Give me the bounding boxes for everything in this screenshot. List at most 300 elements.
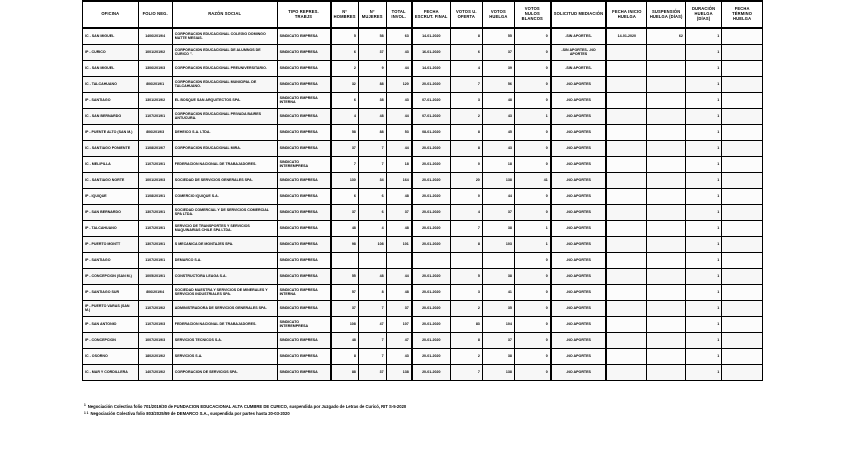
cell-total-involucrados: 138 <box>386 364 412 380</box>
cell-tipo-representacion: SINDICATO EMPRESA <box>277 44 330 60</box>
cell-solicitud-mediacion: -SIN APORTES- <box>551 60 607 76</box>
cell-duracion-huelga: 1 <box>685 236 721 252</box>
cell-total-involucrados: 18 <box>386 156 412 172</box>
cell-oficina: IP - SANTIAGO <box>83 252 139 268</box>
footnote-text: Negociación Colectiva folio 803/2025/59 de DEMARCO S.A., suspendida por partes hasta 20-03-2020 <box>90 411 290 417</box>
col-header-suspension-huelga: SUSPENSIÓN HUELGA (DÍAS) <box>647 1 685 28</box>
cell-fecha-termino-huelga <box>722 76 763 92</box>
cell-votos-nulos-blancos: 0 <box>514 60 550 76</box>
cell-total-involucrados: 44 <box>386 60 412 76</box>
col-header-fecha-termino-huelga: FECHA TÉRMINO HUELGA <box>722 1 763 28</box>
cell-hombres: 55 <box>331 268 359 284</box>
cell-suspension-huelga <box>647 348 685 364</box>
cell-votos-nulos-blancos: 0 <box>514 284 550 300</box>
cell-solicitud-mediacion: -SIN APORTES- <box>551 28 607 44</box>
cell-votos-huelga: 48 <box>482 92 514 108</box>
cell-folio: 806/2019/1 <box>138 76 172 92</box>
cell-tipo-representacion: SINDICATO EMPRESA <box>277 76 330 92</box>
cell-folio: 1107/2019/1 <box>138 220 172 236</box>
cell-total-involucrados: 43 <box>386 348 412 364</box>
table-row[interactable] <box>83 156 763 172</box>
cell-solicitud-mediacion: -NO APORTES <box>551 220 607 236</box>
cell-razon-social: CORPORACION EDUCACIONAL PREUNIVERSITARIO. <box>172 60 277 76</box>
cell-votos-nulos-blancos: 0 <box>514 188 550 204</box>
cell-duracion-huelga: 1 <box>685 332 721 348</box>
cell-duracion-huelga: 1 <box>685 140 721 156</box>
cell-fecha-escrutinio: 08-01-2020 <box>412 124 450 140</box>
cell-fecha-termino-huelga <box>722 316 763 332</box>
cell-folio: 1802/2019/2 <box>138 348 172 364</box>
cell-hombres: 57 <box>331 284 359 300</box>
table-row[interactable] <box>83 284 763 300</box>
cell-oficina: IP - PUERTO VARAS (SAN M.) <box>83 300 139 316</box>
cell-razon-social: EL BOSQUE SAN ARQUITECTOS SPA. <box>172 92 277 108</box>
cell-razon-social: S MECANICA DE MONTAJES SPA. <box>172 236 277 252</box>
cell-mujeres: 38 <box>358 92 386 108</box>
cell-votos-ultima-oferta: 4 <box>450 60 482 76</box>
cell-oficina: IP - CONCEPCION (SAN M.) <box>83 268 139 284</box>
table-row[interactable] <box>83 76 763 92</box>
cell-oficina: IC - SAN MIGUEL <box>83 60 139 76</box>
cell-total-involucrados: 53 <box>386 124 412 140</box>
cell-tipo-representacion: SINDICATO EMPRESA <box>277 204 330 220</box>
cell-votos-nulos-blancos: 0 <box>514 332 550 348</box>
cell-hombres: 58 <box>331 124 359 140</box>
table-row[interactable] <box>83 92 763 108</box>
cell-total-involucrados <box>386 252 412 268</box>
cell-duracion-huelga: 1 <box>685 204 721 220</box>
cell-razon-social: SERVICIO DE TRANSPORTES Y SERVICIOS MAQUINARIAS CHILE SPA LTDA. <box>172 220 277 236</box>
cell-mujeres: 7 <box>358 140 386 156</box>
col-header-fecha-escrutinio: FECHA ESCRUT. FINAL <box>412 1 450 28</box>
col-header-folio: FOLIO NEG. <box>138 1 172 28</box>
cell-hombres <box>331 252 359 268</box>
cell-votos-nulos-blancos: 0 <box>514 124 550 140</box>
cell-fecha-inicio-huelga <box>606 316 647 332</box>
cell-suspension-huelga <box>647 140 685 156</box>
cell-fecha-inicio-huelga <box>606 60 647 76</box>
col-header-votos-huelga: VOTOS HUELGA <box>482 1 514 28</box>
cell-folio: 1107/2019/2 <box>138 300 172 316</box>
cell-solicitud-mediacion: -NO APORTES <box>551 364 607 380</box>
cell-total-involucrados: 48 <box>386 220 412 236</box>
table-row[interactable] <box>83 236 763 252</box>
table-row[interactable] <box>83 108 763 124</box>
cell-fecha-termino-huelga <box>722 44 763 60</box>
cell-votos-nulos-blancos: 0 <box>514 156 550 172</box>
cell-votos-nulos-blancos: 0 <box>514 28 550 44</box>
cell-oficina: IP - PUENTE ALTO (SAN M.) <box>83 124 139 140</box>
cell-fecha-termino-huelga <box>722 140 763 156</box>
cell-duracion-huelga: 1 <box>685 284 721 300</box>
cell-hombres: 98 <box>331 236 359 252</box>
cell-votos-nulos-blancos: 41 <box>514 172 550 188</box>
cell-razon-social: SERVICIOS S.A. <box>172 348 277 364</box>
cell-fecha-termino-huelga <box>722 204 763 220</box>
footnote-2 <box>84 411 764 417</box>
cell-fecha-inicio-huelga <box>606 76 647 92</box>
cell-hombres: 37 <box>331 140 359 156</box>
cell-mujeres: 47 <box>358 316 386 332</box>
cell-fecha-inicio-huelga <box>606 348 647 364</box>
table-row[interactable] <box>83 348 763 364</box>
cell-fecha-inicio-huelga <box>606 188 647 204</box>
cell-oficina: IC - SANTIAGO PONIENTE <box>83 140 139 156</box>
cell-votos-nulos-blancos: 1 <box>514 220 550 236</box>
cell-oficina: IC - SAN BERNARDO <box>83 108 139 124</box>
cell-votos-ultima-oferta: 2 <box>450 300 482 316</box>
cell-suspension-huelga <box>647 284 685 300</box>
cell-solicitud-mediacion: -SIN APORTES- -NO APORTES <box>551 44 607 60</box>
cell-fecha-escrutinio: 20-01-2020 <box>412 76 450 92</box>
cell-duracion-huelga: 1 <box>685 300 721 316</box>
cell-mujeres: 37 <box>358 364 386 380</box>
table-row[interactable] <box>83 332 763 348</box>
cell-duracion-huelga: 1 <box>685 124 721 140</box>
cell-votos-ultima-oferta: 8 <box>450 124 482 140</box>
cell-votos-huelga: 56 <box>482 76 514 92</box>
cell-solicitud-mediacion: -NO APORTES <box>551 252 607 268</box>
cell-fecha-inicio-huelga <box>606 156 647 172</box>
cell-votos-ultima-oferta: 4 <box>450 204 482 220</box>
cell-razon-social: CORPORACION EDUCACIONAL MIRA. <box>172 140 277 156</box>
table-row[interactable] <box>83 364 763 380</box>
cell-mujeres: 88 <box>358 76 386 92</box>
cell-votos-ultima-oferta: 83 <box>450 316 482 332</box>
cell-solicitud-mediacion: -NO APORTES <box>551 332 607 348</box>
cell-fecha-escrutinio: 14-01-2020 <box>412 28 450 44</box>
col-header-tipo-representacion: TIPO REPRES. TRABJS <box>277 1 330 28</box>
table-row[interactable] <box>83 44 763 60</box>
cell-votos-ultima-oferta: 5 <box>450 268 482 284</box>
table-header <box>83 1 763 28</box>
cell-solicitud-mediacion: -NO APORTES <box>551 172 607 188</box>
cell-tipo-representacion: SINDICATO EMPRESA <box>277 364 330 380</box>
cell-fecha-inicio-huelga <box>606 124 647 140</box>
cell-fecha-inicio-huelga <box>606 332 647 348</box>
cell-hombres: 48 <box>331 220 359 236</box>
table-row[interactable] <box>83 300 763 316</box>
cell-solicitud-mediacion: -NO APORTES <box>551 156 607 172</box>
cell-razon-social: CORPORACION DE SERVICIOS SPA. <box>172 364 277 380</box>
cell-duracion-huelga: 1 <box>685 252 721 268</box>
cell-fecha-inicio-huelga <box>606 236 647 252</box>
strike-statistics-table <box>82 0 763 381</box>
cell-duracion-huelga: 1 <box>685 220 721 236</box>
cell-fecha-inicio-huelga: 14-01-2020 <box>606 28 647 44</box>
cell-folio: 1301/2019/2 <box>138 92 172 108</box>
cell-razon-social: CORPORACION EDUCACIONAL DE ALUMNOS DE CURICO ". <box>172 44 277 60</box>
cell-solicitud-mediacion: -NO APORTES <box>551 300 607 316</box>
cell-votos-nulos-blancos: 0 <box>514 364 550 380</box>
cell-fecha-termino-huelga <box>722 236 763 252</box>
cell-suspension-huelga: 62 <box>647 28 685 44</box>
cell-votos-ultima-oferta: 7 <box>450 76 482 92</box>
cell-total-involucrados: 43 <box>386 92 412 108</box>
cell-folio: 806/2019/3 <box>138 124 172 140</box>
cell-fecha-escrutinio: 20-01-2020 <box>412 348 450 364</box>
cell-mujeres: 6 <box>358 188 386 204</box>
cell-votos-huelga: 41 <box>482 284 514 300</box>
cell-folio: 1107/2019/1 <box>138 108 172 124</box>
cell-votos-ultima-oferta: 8 <box>450 28 482 44</box>
cell-tipo-representacion: SINDICATO EMPRESA <box>277 268 330 284</box>
cell-fecha-termino-huelga <box>722 172 763 188</box>
cell-suspension-huelga <box>647 252 685 268</box>
cell-solicitud-mediacion: -NO APORTES <box>551 124 607 140</box>
cell-mujeres: 4 <box>358 220 386 236</box>
cell-oficina: IC - SANTIAGO NORTE <box>83 172 139 188</box>
cell-hombres: 8 <box>331 348 359 364</box>
cell-mujeres: 9 <box>358 60 386 76</box>
cell-votos-ultima-oferta: 2 <box>450 348 482 364</box>
cell-total-involucrados: 164 <box>386 172 412 188</box>
cell-oficina: IC - MELIPILLA <box>83 156 139 172</box>
cell-folio: 1001/2019/3 <box>138 172 172 188</box>
col-header-duracion-huelga: DURACIÓN HUELGA (DÍAS) <box>685 1 721 28</box>
cell-folio: 1005/2019/1 <box>138 268 172 284</box>
cell-fecha-termino-huelga <box>722 60 763 76</box>
cell-hombres: 32 <box>331 76 359 92</box>
cell-suspension-huelga <box>647 156 685 172</box>
cell-razon-social: CORPORACION EDUCACIONAL PRIVADA BAIRES ANTUCURA. <box>172 108 277 124</box>
cell-hombres: 5 <box>331 28 359 44</box>
cell-fecha-escrutinio: 20-01-2020 <box>412 140 450 156</box>
cell-votos-huelga: 18 <box>482 156 514 172</box>
cell-hombres: 6 <box>331 188 359 204</box>
cell-fecha-escrutinio: 16-01-2020 <box>412 44 450 60</box>
cell-votos-nulos-blancos: 1 <box>514 236 550 252</box>
cell-tipo-representacion: SINDICATO EMPRESA INTERNA <box>277 284 330 300</box>
cell-votos-huelga: 43 <box>482 108 514 124</box>
cell-votos-ultima-oferta: 0 <box>450 156 482 172</box>
cell-votos-nulos-blancos: 0 <box>514 300 550 316</box>
cell-tipo-representacion: SINDICATO EMPRESA INTERNA <box>277 92 330 108</box>
cell-votos-huelga: 37 <box>482 44 514 60</box>
cell-fecha-inicio-huelga <box>606 364 647 380</box>
cell-duracion-huelga: 1 <box>685 348 721 364</box>
cell-votos-nulos-blancos: 1 <box>514 108 550 124</box>
cell-votos-ultima-oferta: 8 <box>450 332 482 348</box>
cell-fecha-escrutinio: 20-01-2020 <box>412 332 450 348</box>
table-header-row <box>83 1 763 28</box>
table-row[interactable] <box>83 252 763 268</box>
cell-fecha-escrutinio: 20-01-2020 <box>412 300 450 316</box>
cell-razon-social: SOCIEDAD MAESTRA Y SERVICIOS DE MINERALES Y SERVICIOS INDUSTRIALES SPA. <box>172 284 277 300</box>
cell-tipo-representacion: SINDICATO EMPRESA <box>277 300 330 316</box>
cell-duracion-huelga: 1 <box>685 28 721 44</box>
cell-oficina: IC - MAR Y CORDILLERA <box>83 364 139 380</box>
cell-suspension-huelga <box>647 188 685 204</box>
cell-fecha-inicio-huelga <box>606 108 647 124</box>
cell-fecha-inicio-huelga <box>606 268 647 284</box>
cell-votos-nulos-blancos: 0 <box>514 204 550 220</box>
cell-fecha-termino-huelga <box>722 220 763 236</box>
cell-razon-social: ADMINISTRADORA DE SERVICIOS GENERALES SPA. <box>172 300 277 316</box>
cell-hombres: 7 <box>331 156 359 172</box>
footnote-marker: 1 1 <box>84 410 89 415</box>
cell-total-involucrados: 48 <box>386 284 412 300</box>
cell-fecha-termino-huelga <box>722 300 763 316</box>
strike-statistics-table-wrapper <box>82 0 763 381</box>
cell-tipo-representacion: SINDICATO EMPRESA <box>277 348 330 364</box>
table-row[interactable] <box>83 268 763 284</box>
cell-tipo-representacion: SINDICATO EMPRESA <box>277 28 330 44</box>
cell-oficina: IP - CURICO <box>83 44 139 60</box>
cell-votos-nulos-blancos: 0 <box>514 76 550 92</box>
cell-votos-nulos-blancos: 0 <box>514 92 550 108</box>
cell-razon-social: FEDERACION NACIONAL DE TRABAJADORES. <box>172 156 277 172</box>
cell-duracion-huelga: 1 <box>685 156 721 172</box>
cell-fecha-termino-huelga <box>722 348 763 364</box>
cell-suspension-huelga <box>647 316 685 332</box>
cell-suspension-huelga <box>647 268 685 284</box>
cell-total-involucrados: 44 <box>386 108 412 124</box>
cell-fecha-escrutinio: 20-01-2020 <box>412 172 450 188</box>
cell-fecha-inicio-huelga <box>606 92 647 108</box>
cell-razon-social: SOCIEDAD DE SERVICIOS GENERALES SPA. <box>172 172 277 188</box>
cell-solicitud-mediacion: -NO APORTES <box>551 284 607 300</box>
cell-oficina: IP - SAN ANTONIO <box>83 316 139 332</box>
cell-folio: 1107/2019/3 <box>138 316 172 332</box>
cell-votos-nulos-blancos: 0 <box>514 268 550 284</box>
cell-duracion-huelga: 1 <box>685 60 721 76</box>
cell-fecha-termino-huelga <box>722 188 763 204</box>
footnote-1 <box>84 404 764 410</box>
cell-tipo-representacion: SINDICATO EMPRESA <box>277 108 330 124</box>
cell-fecha-termino-huelga <box>722 28 763 44</box>
cell-mujeres: 7 <box>358 348 386 364</box>
col-header-hombres: N° HOMBRES <box>331 1 359 28</box>
cell-oficina: IP - IQUIQUE <box>83 188 139 204</box>
cell-mujeres: 88 <box>358 124 386 140</box>
cell-hombres: 6 <box>331 44 359 60</box>
cell-votos-huelga: 38 <box>482 268 514 284</box>
cell-duracion-huelga: 1 <box>685 108 721 124</box>
cell-fecha-escrutinio <box>412 252 450 268</box>
cell-razon-social: CORPORACION EDUCACIONAL COLEGIO DOMINGO MATTE MESIAS. <box>172 28 277 44</box>
cell-votos-huelga: 103 <box>482 236 514 252</box>
cell-duracion-huelga: 1 <box>685 364 721 380</box>
cell-suspension-huelga <box>647 364 685 380</box>
cell-folio: 1306/2019/3 <box>138 60 172 76</box>
cell-mujeres: 48 <box>358 108 386 124</box>
cell-fecha-inicio-huelga <box>606 300 647 316</box>
cell-votos-nulos-blancos: 0 <box>514 252 550 268</box>
cell-oficina: IC - SAN MIGUEL <box>83 28 139 44</box>
table-row[interactable] <box>83 316 763 332</box>
cell-votos-huelga: 38 <box>482 348 514 364</box>
cell-fecha-inicio-huelga <box>606 172 647 188</box>
cell-fecha-inicio-huelga <box>606 204 647 220</box>
cell-suspension-huelga <box>647 332 685 348</box>
cell-folio: 1307/2019/1 <box>138 204 172 220</box>
cell-razon-social: SOCIEDAD COMERCIAL Y DE SERVICIOS COMERCIAL SPA LTDA. <box>172 204 277 220</box>
cell-votos-huelga: 37 <box>482 204 514 220</box>
cell-duracion-huelga: 1 <box>685 316 721 332</box>
cell-total-involucrados: 37 <box>386 204 412 220</box>
cell-duracion-huelga: 1 <box>685 44 721 60</box>
cell-votos-ultima-oferta: 8 <box>450 140 482 156</box>
cell-razon-social: DEHEICO S.A. LTDA. <box>172 124 277 140</box>
cell-folio: 1001/2019/2 <box>138 44 172 60</box>
table-row[interactable] <box>83 28 763 44</box>
cell-fecha-escrutinio: 20-01-2020 <box>412 316 450 332</box>
cell-tipo-representacion: SINDICATO EMPRESA <box>277 124 330 140</box>
cell-fecha-termino-huelga <box>722 156 763 172</box>
cell-duracion-huelga: 1 <box>685 172 721 188</box>
cell-solicitud-mediacion: -NO APORTES <box>551 316 607 332</box>
table-row[interactable] <box>83 124 763 140</box>
table-row[interactable] <box>83 220 763 236</box>
cell-votos-ultima-oferta: 7 <box>450 364 482 380</box>
col-header-oficina: OFICINA <box>83 1 139 28</box>
cell-tipo-representacion: SINDICATO EMPRESA <box>277 188 330 204</box>
cell-solicitud-mediacion: -NO APORTES <box>551 76 607 92</box>
cell-solicitud-mediacion: -NO APORTES <box>551 236 607 252</box>
cell-votos-ultima-oferta: 3 <box>450 92 482 108</box>
cell-hombres: 108 <box>331 316 359 332</box>
cell-solicitud-mediacion: -NO APORTES <box>551 188 607 204</box>
cell-votos-ultima-oferta: 0 <box>450 188 482 204</box>
table-row[interactable] <box>83 60 763 76</box>
table-row[interactable] <box>83 204 763 220</box>
cell-oficina: IC - TALCAHUANO <box>83 76 139 92</box>
cell-total-involucrados: 37 <box>386 300 412 316</box>
cell-fecha-escrutinio: 20-01-2020 <box>412 236 450 252</box>
cell-fecha-escrutinio: 07-01-2020 <box>412 92 450 108</box>
cell-folio: 1406/2019/4 <box>138 28 172 44</box>
cell-fecha-termino-huelga <box>722 332 763 348</box>
cell-folio: 1108/2019/7 <box>138 140 172 156</box>
cell-fecha-escrutinio: 14-01-2020 <box>412 60 450 76</box>
table-row[interactable] <box>83 188 763 204</box>
cell-votos-huelga: 45 <box>482 124 514 140</box>
cell-hombres: 48 <box>331 332 359 348</box>
cell-total-involucrados: 63 <box>386 28 412 44</box>
cell-oficina: IC - OSORNO <box>83 348 139 364</box>
cell-tipo-representacion: SINDICATO EMPRESA <box>277 140 330 156</box>
cell-votos-huelga: 104 <box>482 316 514 332</box>
cell-total-involucrados: 44 <box>386 268 412 284</box>
cell-total-involucrados: 47 <box>386 332 412 348</box>
table-row[interactable] <box>83 140 763 156</box>
cell-duracion-huelga: 1 <box>685 268 721 284</box>
cell-total-involucrados: 120 <box>386 76 412 92</box>
cell-solicitud-mediacion: -NO APORTES <box>551 268 607 284</box>
cell-votos-nulos-blancos: 0 <box>514 140 550 156</box>
cell-fecha-inicio-huelga <box>606 140 647 156</box>
cell-fecha-termino-huelga <box>722 124 763 140</box>
cell-fecha-termino-huelga <box>722 284 763 300</box>
cell-fecha-escrutinio: 20-01-2020 <box>412 204 450 220</box>
cell-hombres: 4 <box>331 108 359 124</box>
cell-mujeres: 58 <box>358 28 386 44</box>
cell-oficina: IP - PUERTO MONTT <box>83 236 139 252</box>
cell-votos-huelga: 138 <box>482 364 514 380</box>
cell-oficina: IP - SANTIAGO SUR <box>83 284 139 300</box>
cell-votos-huelga: 38 <box>482 220 514 236</box>
col-header-votos-nulos-blancos: VOTOS NULOS BLANCOS <box>514 1 550 28</box>
cell-total-involucrados: 107 <box>386 316 412 332</box>
cell-votos-huelga <box>482 252 514 268</box>
cell-fecha-inicio-huelga <box>606 220 647 236</box>
cell-folio: 1107/2019/1 <box>138 252 172 268</box>
cell-razon-social: FEDERACION NACIONAL DE TRABAJADORES. <box>172 316 277 332</box>
table-row[interactable] <box>83 172 763 188</box>
cell-suspension-huelga <box>647 124 685 140</box>
cell-oficina: IP - TALCAHUANO <box>83 220 139 236</box>
